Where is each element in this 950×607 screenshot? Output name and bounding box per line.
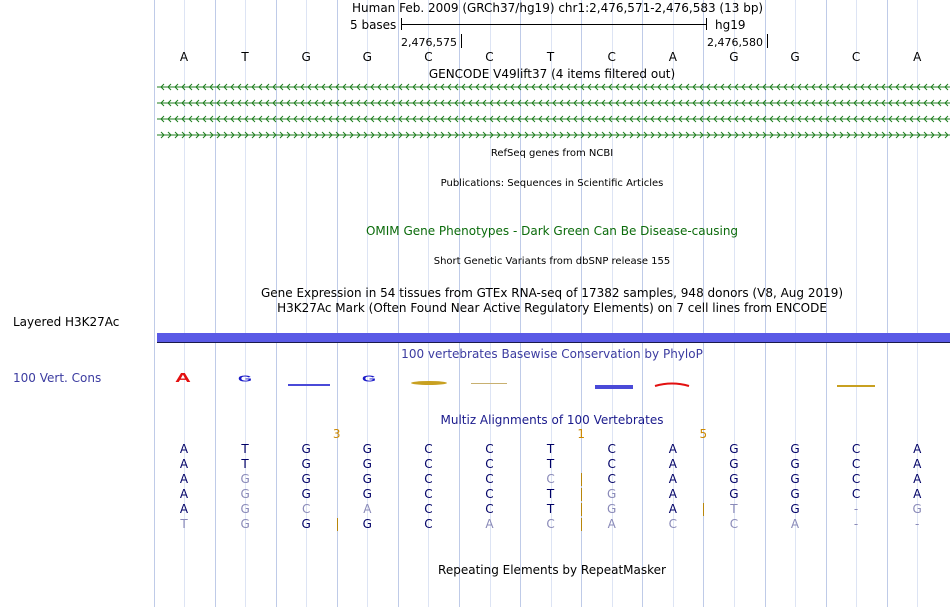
alignment-base: C	[851, 457, 861, 471]
phylop-base-g-low	[288, 384, 330, 386]
omim-track-title: OMIM Gene Phenotypes - Dark Green Can Be Disease-causing	[365, 224, 739, 238]
base-letter: C	[485, 50, 494, 64]
alignment-base: C	[607, 457, 616, 471]
alignment-base: G	[301, 517, 311, 531]
phylop-base-c	[595, 385, 633, 389]
base-letter: C	[607, 50, 616, 64]
scale-db-text: hg19	[715, 18, 746, 32]
position-right-tick	[767, 34, 768, 48]
alignment-base: C	[607, 442, 616, 456]
alignment-base: C	[424, 502, 433, 516]
phylop-base-a	[655, 384, 689, 387]
alignment-base: G	[790, 502, 800, 516]
base-letter: G	[790, 50, 800, 64]
refseq-track-title: RefSeq genes from NCBI	[490, 148, 614, 159]
alignment-base: -	[853, 502, 859, 516]
phylop-base-a: A	[175, 370, 191, 386]
h3k27ac-track-title: H3K27Ac Mark (Often Found Near Active Regulatory Elements) on 7 cell lines from ENCODE	[277, 301, 827, 315]
alignment-base: C	[424, 472, 433, 486]
gencode-transcript-line[interactable]	[157, 131, 950, 139]
h3k27ac-signal-bar[interactable]	[157, 333, 950, 342]
dbsnp-track-title: Short Genetic Variants from dbSNP release 155	[433, 256, 671, 267]
phylop-logo	[155, 366, 950, 396]
alignment-base: G	[729, 487, 739, 501]
alignment-base: C	[485, 457, 494, 471]
alignment-base: A	[913, 472, 922, 486]
alignment-base: G	[362, 472, 372, 486]
alignment-base: A	[179, 457, 189, 471]
alignment-base: T	[546, 487, 555, 501]
alignment-base: A	[179, 472, 189, 486]
insertion-marker	[581, 503, 582, 516]
alignment-base: A	[485, 517, 494, 531]
alignment-base: C	[851, 487, 861, 501]
alignment-base: A	[668, 472, 677, 486]
scale-bar	[401, 24, 707, 25]
repeatmasker-track-title: Repeating Elements by RepeatMasker	[438, 563, 666, 577]
alignment-base: A	[790, 517, 800, 531]
alignment-base: G	[240, 487, 250, 501]
base-letter: A	[668, 50, 677, 64]
alignment-base: T	[546, 502, 555, 516]
alignment-base: G	[240, 502, 250, 516]
track-label-panel	[0, 0, 154, 607]
alignment-base: C	[485, 442, 494, 456]
alignment-base: A	[913, 487, 922, 501]
publications-track-title: Publications: Sequences in Scientific Articles	[440, 178, 664, 189]
position-left-tick	[461, 34, 462, 48]
grid-line	[215, 0, 216, 607]
h3k27ac-baseline	[157, 342, 950, 343]
phylop-base-g: G	[238, 374, 252, 384]
gencode-transcript-line[interactable]	[157, 115, 950, 123]
alignment-base: A	[668, 487, 677, 501]
gencode-track-title: GENCODE V49lift37 (4 items filtered out)	[428, 67, 676, 81]
alignment-base: G	[362, 442, 372, 456]
phylop-base-g: G	[362, 374, 376, 384]
alignment-base: C	[546, 517, 555, 531]
alignment-base: T	[241, 442, 249, 456]
base-letter: A	[179, 50, 189, 64]
alignment-base: G	[790, 472, 800, 486]
alignment-base: T	[546, 457, 555, 471]
alignment-base: C	[424, 457, 433, 471]
base-letter: A	[913, 50, 922, 64]
alignment-base: G	[301, 472, 311, 486]
alignment-base: A	[179, 442, 189, 456]
alignment-base: C	[607, 472, 616, 486]
gap-count: 5	[699, 427, 708, 441]
insertion-marker	[581, 488, 582, 501]
alignment-base: C	[546, 472, 555, 486]
phylop-track-title: 100 vertebrates Basewise Conservation by PhyloP	[401, 347, 703, 361]
gencode-transcript-line[interactable]	[157, 99, 950, 107]
alignment-base: G	[790, 457, 800, 471]
phylop-base-c-low	[471, 383, 507, 384]
alignment-base: C	[668, 517, 677, 531]
alignment-base: T	[180, 517, 188, 531]
alignment-base: A	[913, 442, 922, 456]
alignment-base: G	[912, 502, 922, 516]
insertion-marker	[337, 518, 338, 531]
alignment-base: A	[668, 457, 677, 471]
phylop-base-c	[411, 381, 447, 385]
alignment-base: G	[301, 457, 311, 471]
grid-line	[887, 0, 888, 607]
alignment-base: T	[730, 502, 738, 516]
alignment-base: G	[729, 442, 739, 456]
alignment-base: -	[853, 517, 859, 531]
alignment-base: A	[363, 502, 372, 516]
alignment-base: G	[362, 457, 372, 471]
gencode-transcript-line[interactable]	[157, 83, 950, 91]
alignment-base: G	[301, 442, 311, 456]
insertion-marker	[581, 518, 582, 531]
base-letter: G	[729, 50, 739, 64]
alignment-base: G	[240, 517, 250, 531]
insertion-marker	[703, 503, 704, 516]
alignment-base: G	[729, 457, 739, 471]
alignment-base: G	[607, 487, 617, 501]
alignment-base: C	[851, 442, 861, 456]
alignment-base: C	[729, 517, 739, 531]
base-letter: G	[301, 50, 311, 64]
alignment-base: C	[424, 487, 433, 501]
alignment-base: C	[851, 472, 861, 486]
alignment-base: A	[913, 457, 922, 471]
alignment-base: A	[179, 487, 189, 501]
alignment-base: G	[790, 487, 800, 501]
alignment-base: C	[424, 442, 433, 456]
alignment-base: C	[485, 472, 494, 486]
alignment-base: C	[485, 487, 494, 501]
base-letter: C	[424, 50, 433, 64]
alignment-base: G	[240, 472, 250, 486]
alignment-base: T	[241, 457, 249, 471]
phylop-base-c	[837, 385, 875, 387]
alignment-base: C	[485, 502, 494, 516]
base-letter: T	[546, 50, 555, 64]
gap-count: 3	[332, 427, 341, 441]
scale-bar-right-tick	[706, 18, 707, 30]
alignment-base: T	[546, 442, 555, 456]
assembly-position-title: Human Feb. 2009 (GRCh37/hg19) chr1:2,476,571-2,476,583 (13 bp)	[352, 1, 764, 15]
position-left: 2,476,575	[401, 36, 457, 49]
alignment-base: G	[607, 502, 617, 516]
gap-count: 1	[577, 427, 585, 441]
multiz-track-title: Multiz Alignments of 100 Vertebrates	[440, 413, 664, 427]
grid-line	[154, 0, 155, 607]
base-letter: C	[851, 50, 861, 64]
alignment-base: A	[607, 517, 616, 531]
base-letter: G	[362, 50, 372, 64]
gtex-track-title: Gene Expression in 54 tissues from GTEx RNA-seq of 17382 samples, 948 donors (V8, Aug 2019)	[260, 286, 844, 300]
insertion-marker	[581, 473, 582, 486]
scale-bases-text: 5 bases	[350, 18, 397, 32]
alignment-base: G	[301, 487, 311, 501]
alignment-base: G	[790, 442, 800, 456]
h3k27ac-track-label[interactable]: Layered H3K27Ac	[13, 315, 120, 329]
alignment-base: C	[424, 517, 433, 531]
alignment-base: G	[729, 472, 739, 486]
alignment-base: -	[915, 517, 920, 531]
alignment-base: C	[301, 502, 311, 516]
base-letter: T	[241, 50, 249, 64]
alignment-base: A	[668, 502, 677, 516]
alignment-base: A	[668, 442, 677, 456]
position-right: 2,476,580	[707, 36, 763, 49]
alignment-base: G	[362, 517, 372, 531]
cons-track-label[interactable]: 100 Vert. Cons	[13, 371, 102, 385]
alignment-base: A	[179, 502, 189, 516]
alignment-base: G	[362, 487, 372, 501]
